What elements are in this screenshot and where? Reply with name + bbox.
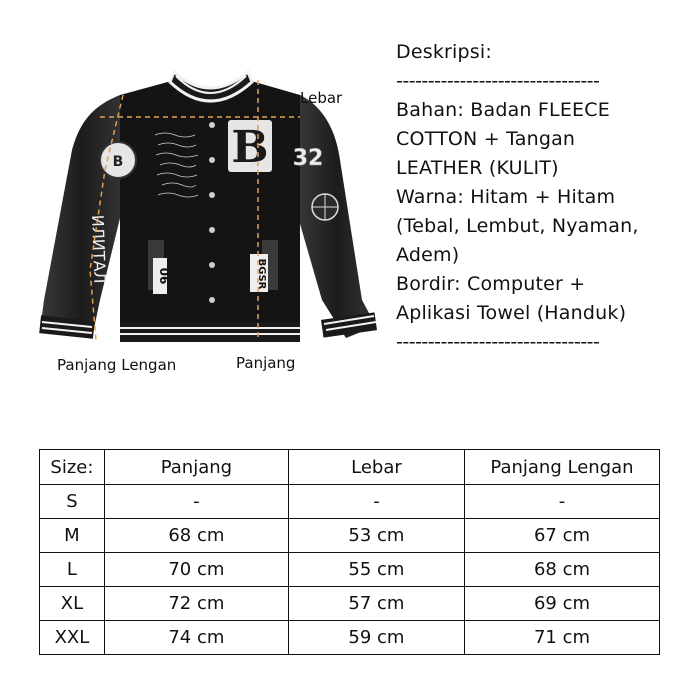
- header-panjang: Panjang: [104, 450, 288, 485]
- jacket-illustration: [0, 0, 390, 400]
- panjang-cell: 68 cm: [104, 519, 288, 553]
- panjang-cell: -: [104, 485, 288, 519]
- size-cell: XXL: [40, 621, 105, 655]
- description-line: LEATHER (KULIT): [396, 157, 559, 179]
- panjang-cell: 70 cm: [104, 553, 288, 587]
- size-cell: XL: [40, 587, 105, 621]
- lebar-cell: 53 cm: [288, 519, 464, 553]
- divider: --------------------------------: [396, 70, 600, 92]
- panjang-cell: 72 cm: [104, 587, 288, 621]
- size-cell: M: [40, 519, 105, 553]
- size-cell: S: [40, 485, 105, 519]
- panjang-cell: 74 cm: [104, 621, 288, 655]
- product-description: [396, 38, 666, 357]
- lebar-cell: 59 cm: [288, 621, 464, 655]
- table-row: [40, 587, 660, 621]
- lebar-cell: 57 cm: [288, 587, 464, 621]
- table-row: [40, 519, 660, 553]
- description-line: COTTON + Tangan: [396, 128, 576, 150]
- panjang-lengan-cell: 67 cm: [464, 519, 659, 553]
- description-line: Bordir: Computer +: [396, 273, 586, 295]
- svg-text:BGSR: BGSR: [256, 258, 267, 290]
- table-row: [40, 621, 660, 655]
- description-line: Warna: Hitam + Hitam: [396, 186, 616, 208]
- waistband: [120, 322, 300, 342]
- description-line: Adem): [396, 244, 460, 266]
- table-header-row: [40, 450, 660, 485]
- description-line: (Tebal, Lembut, Nyaman,: [396, 215, 639, 237]
- panjang-lengan-cell: 69 cm: [464, 587, 659, 621]
- right-sleeve: [296, 95, 376, 338]
- lebar-cell: -: [288, 485, 464, 519]
- header-lebar: Lebar: [288, 450, 464, 485]
- table-row: [40, 553, 660, 587]
- panjang-lengan-cell: 71 cm: [464, 621, 659, 655]
- svg-text:B: B: [112, 154, 124, 170]
- description-line: Aplikasi Towel (Handuk): [396, 302, 627, 324]
- jacket-image: [0, 0, 390, 400]
- size-chart-table: [39, 449, 660, 655]
- lebar-label: Lebar: [300, 89, 343, 107]
- panjang-lengan-cell: 68 cm: [464, 553, 659, 587]
- header-panjang-lengan: Panjang Lengan: [464, 450, 659, 485]
- header-size: Size:: [40, 450, 105, 485]
- panjang-lengan-cell: -: [464, 485, 659, 519]
- svg-text:ИЛИТАЛ: ИЛИТАЛ: [88, 214, 110, 284]
- svg-text:06: 06: [157, 267, 171, 285]
- svg-text:B: B: [231, 122, 269, 173]
- svg-text:32: 32: [292, 146, 324, 171]
- left-sleeve: [40, 95, 122, 338]
- description-line: Bahan: Badan FLEECE: [396, 99, 610, 121]
- size-cell: L: [40, 553, 105, 587]
- table-row: [40, 485, 660, 519]
- lebar-cell: 55 cm: [288, 553, 464, 587]
- panjang-label: Panjang: [236, 354, 296, 372]
- divider: --------------------------------: [396, 331, 600, 353]
- panjang-lengan-label: Panjang Lengan: [57, 356, 177, 374]
- description-heading: Deskripsi:: [396, 41, 492, 63]
